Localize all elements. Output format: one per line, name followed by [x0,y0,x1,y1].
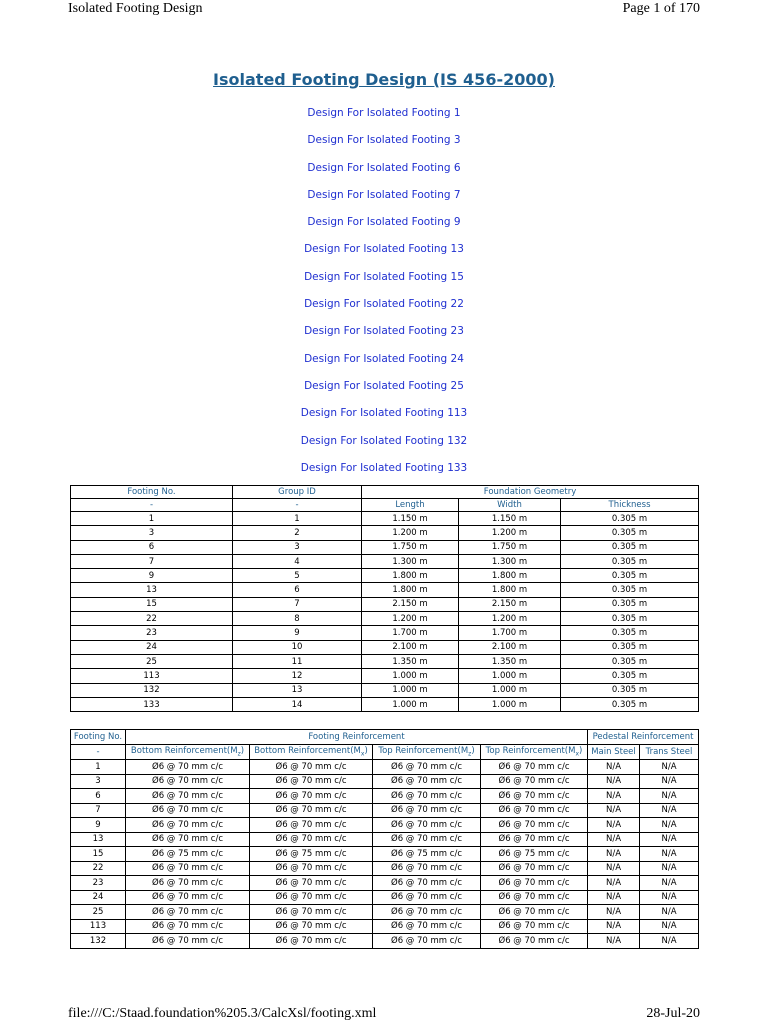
cell-footing-no: 24 [71,640,233,654]
cell-main-steel: N/A [588,832,640,847]
link-item [0,156,768,183]
cell-footing-no: 113 [71,919,126,934]
cell-footing-no: 9 [71,818,126,833]
page-header [0,0,768,22]
cell-width: 1.700 m [459,626,561,640]
cell-top-reinf-mx: Ø6 @ 70 mm c/c [481,832,588,847]
link-item [0,292,768,319]
col-header-footing-no: Footing No. [71,730,126,745]
cell-footing-no: 113 [71,669,233,683]
cell-length: 1.000 m [362,669,459,683]
cell-width: 1.000 m [459,683,561,697]
subheader-top-reinforcement-mx: Top $Reinforcement(M_x)$ [481,745,588,760]
cell-main-steel: N/A [588,905,640,920]
cell-thickness: 0.305 m [561,697,699,711]
cell-top-reinf-mx: Ø6 @ 70 mm c/c [481,774,588,789]
subheader-width: Width [459,499,561,512]
cell-top-reinf-mz: Ø6 @ 70 mm c/c [373,919,481,934]
cell-trans-steel: N/A [640,832,699,847]
page-number: Page 1 of 170 [622,1,700,16]
table-row [71,597,699,611]
table-row [71,569,699,583]
cell-bottom-reinf-mx: Ø6 @ 75 mm c/c [250,847,373,862]
cell-width: 1.750 m [459,540,561,554]
cell-bottom-reinf-mz: Ø6 @ 70 mm c/c [126,818,250,833]
cell-bottom-reinf-mz: Ø6 @ 75 mm c/c [126,847,250,862]
footing-design-link[interactable]: Design For Isolated Footing 22 [304,298,464,311]
cell-bottom-reinf-mx: Ø6 @ 70 mm c/c [250,861,373,876]
page-footer [0,1006,768,1024]
table-row [71,934,699,949]
cell-main-steel: N/A [588,760,640,775]
cell-width: 1.200 m [459,526,561,540]
subheader-thickness: Thickness [561,499,699,512]
cell-top-reinf-mz: Ø6 @ 70 mm c/c [373,876,481,891]
cell-top-reinf-mx: Ø6 @ 70 mm c/c [481,919,588,934]
cell-group-id: 10 [233,640,362,654]
table-row [71,583,699,597]
table-row [71,526,699,540]
subheader-main-steel: Main Steel [588,745,640,760]
cell-thickness: 0.305 m [561,540,699,554]
cell-footing-no: 24 [71,890,126,905]
cell-footing-no: 15 [71,597,233,611]
cell-footing-no: 1 [71,512,233,526]
cell-length: 2.100 m [362,640,459,654]
table-row [71,890,699,905]
cell-bottom-reinf-mx: Ø6 @ 70 mm c/c [250,789,373,804]
subheader-top-reinforcement-mz: Top $Reinforcement(M_z)$ [373,745,481,760]
cell-thickness: 0.305 m [561,597,699,611]
table-row [71,876,699,891]
cell-bottom-reinf-mz: Ø6 @ 70 mm c/c [126,919,250,934]
table-row [71,789,699,804]
cell-width: 1.200 m [459,612,561,626]
cell-trans-steel: N/A [640,760,699,775]
cell-group-id: 7 [233,597,362,611]
cell-bottom-reinf-mz: Ø6 @ 70 mm c/c [126,934,250,949]
cell-top-reinf-mz: Ø6 @ 70 mm c/c [373,890,481,905]
col-header-foundation-geometry: Foundation Geometry [362,486,699,499]
cell-trans-steel: N/A [640,861,699,876]
cell-width: 1.800 m [459,583,561,597]
cell-group-id: 12 [233,669,362,683]
cell-group-id: 5 [233,569,362,583]
cell-length: 1.800 m [362,583,459,597]
cell-trans-steel: N/A [640,905,699,920]
table-row [71,669,699,683]
foundation-geometry-table [70,485,699,712]
cell-length: 1.700 m [362,626,459,640]
cell-footing-no: 3 [71,526,233,540]
table-row [71,905,699,920]
cell-length: 1.200 m [362,612,459,626]
cell-footing-no: 22 [71,612,233,626]
cell-length: 1.150 m [362,512,459,526]
cell-group-id: 11 [233,654,362,668]
cell-width: 2.150 m [459,597,561,611]
cell-group-id: 9 [233,626,362,640]
footing-reinforcement-table [70,729,699,949]
cell-bottom-reinf-mz: Ø6 @ 70 mm c/c [126,905,250,920]
cell-top-reinf-mz: Ø6 @ 70 mm c/c [373,789,481,804]
table-row [71,554,699,568]
cell-length: 1.000 m [362,697,459,711]
cell-footing-no: 6 [71,540,233,554]
footing-link-list [0,101,768,483]
cell-bottom-reinf-mx: Ø6 @ 70 mm c/c [250,832,373,847]
table-row [71,861,699,876]
print-date: 28-Jul-20 [646,1006,700,1021]
subheader-length: Length [362,499,459,512]
cell-trans-steel: N/A [640,890,699,905]
col-header-group-id: Group ID [233,486,362,499]
cell-width: 1.350 m [459,654,561,668]
cell-footing-no: 6 [71,789,126,804]
cell-footing-no: 132 [71,934,126,949]
cell-footing-no: 133 [71,697,233,711]
table-row [71,919,699,934]
subheader-dash: - [71,745,126,760]
col-header-pedestal-reinforcement: Pedestal Reinforcement [588,730,699,745]
cell-top-reinf-mz: Ø6 @ 70 mm c/c [373,934,481,949]
cell-width: 1.800 m [459,569,561,583]
link-item [0,374,768,401]
cell-thickness: 0.305 m [561,669,699,683]
cell-bottom-reinf-mx: Ø6 @ 70 mm c/c [250,890,373,905]
cell-group-id: 8 [233,612,362,626]
cell-top-reinf-mx: Ø6 @ 70 mm c/c [481,876,588,891]
table-row [71,654,699,668]
footing-design-link[interactable]: Design For Isolated Footing 3 [307,134,461,147]
footing-design-link[interactable]: Design For Isolated Footing 13 [304,243,464,256]
cell-footing-no: 1 [71,760,126,775]
cell-footing-no: 7 [71,803,126,818]
cell-main-steel: N/A [588,934,640,949]
table-row [71,847,699,862]
cell-footing-no: 3 [71,774,126,789]
table-row [71,540,699,554]
cell-trans-steel: N/A [640,789,699,804]
cell-trans-steel: N/A [640,774,699,789]
table-row [71,612,699,626]
cell-length: 1.350 m [362,654,459,668]
cell-top-reinf-mz: Ø6 @ 70 mm c/c [373,803,481,818]
cell-main-steel: N/A [588,876,640,891]
cell-trans-steel: N/A [640,919,699,934]
cell-top-reinf-mz: Ø6 @ 70 mm c/c [373,818,481,833]
cell-thickness: 0.305 m [561,640,699,654]
cell-bottom-reinf-mz: Ø6 @ 70 mm c/c [126,760,250,775]
cell-thickness: 0.305 m [561,626,699,640]
footing-design-link[interactable]: Design For Isolated Footing 113 [300,407,468,420]
cell-main-steel: N/A [588,847,640,862]
cell-main-steel: N/A [588,818,640,833]
cell-bottom-reinf-mx: Ø6 @ 70 mm c/c [250,774,373,789]
cell-footing-no: 23 [71,876,126,891]
footing-design-link[interactable]: Design For Isolated Footing 24 [304,352,464,365]
cell-footing-no: 132 [71,683,233,697]
table-row [71,803,699,818]
link-item [0,429,768,456]
link-item [0,183,768,210]
cell-top-reinf-mx: Ø6 @ 70 mm c/c [481,890,588,905]
cell-top-reinf-mz: Ø6 @ 70 mm c/c [373,774,481,789]
cell-group-id: 4 [233,554,362,568]
cell-top-reinf-mz: Ø6 @ 75 mm c/c [373,847,481,862]
cell-bottom-reinf-mx: Ø6 @ 70 mm c/c [250,818,373,833]
cell-length: 1.800 m [362,569,459,583]
table-row [71,760,699,775]
cell-bottom-reinf-mx: Ø6 @ 70 mm c/c [250,934,373,949]
cell-footing-no: 23 [71,626,233,640]
cell-bottom-reinf-mx: Ø6 @ 70 mm c/c [250,803,373,818]
cell-footing-no: 13 [71,832,126,847]
cell-bottom-reinf-mz: Ø6 @ 70 mm c/c [126,774,250,789]
cell-group-id: 2 [233,526,362,540]
cell-width: 1.000 m [459,669,561,683]
link-item [0,210,768,237]
col-header-footing-no: Footing No. [71,486,233,499]
cell-footing-no: 15 [71,847,126,862]
cell-thickness: 0.305 m [561,526,699,540]
cell-bottom-reinf-mx: Ø6 @ 70 mm c/c [250,905,373,920]
cell-top-reinf-mx: Ø6 @ 70 mm c/c [481,789,588,804]
cell-top-reinf-mx: Ø6 @ 70 mm c/c [481,861,588,876]
link-item [0,237,768,264]
cell-footing-no: 13 [71,583,233,597]
cell-top-reinf-mx: Ø6 @ 70 mm c/c [481,905,588,920]
cell-trans-steel: N/A [640,818,699,833]
table-row [71,774,699,789]
cell-length: 2.150 m [362,597,459,611]
subheader-trans-steel: Trans Steel [640,745,699,760]
cell-main-steel: N/A [588,890,640,905]
footing-design-link[interactable]: Design For Isolated Footing 9 [307,216,461,229]
cell-width: 1.000 m [459,697,561,711]
cell-top-reinf-mz: Ø6 @ 70 mm c/c [373,861,481,876]
link-item [0,319,768,346]
cell-bottom-reinf-mz: Ø6 @ 70 mm c/c [126,890,250,905]
cell-top-reinf-mx: Ø6 @ 75 mm c/c [481,847,588,862]
cell-width: 2.100 m [459,640,561,654]
cell-main-steel: N/A [588,789,640,804]
subheader-bottom-reinforcement-mz: Bottom $Reinforcement(M_z)$ [126,745,250,760]
cell-width: 1.300 m [459,554,561,568]
file-path: file:///C:/Staad.foundation%205.3/CalcXsl/footing.xml [68,1006,377,1021]
cell-top-reinf-mz: Ø6 @ 70 mm c/c [373,905,481,920]
cell-bottom-reinf-mx: Ø6 @ 70 mm c/c [250,919,373,934]
cell-top-reinf-mz: Ø6 @ 70 mm c/c [373,832,481,847]
link-item [0,101,768,128]
cell-trans-steel: N/A [640,803,699,818]
cell-bottom-reinf-mz: Ø6 @ 70 mm c/c [126,803,250,818]
cell-length: 1.750 m [362,540,459,554]
cell-thickness: 0.305 m [561,612,699,626]
footing-design-link[interactable]: Design For Isolated Footing 7 [307,188,461,201]
cell-thickness: 0.305 m [561,654,699,668]
cell-bottom-reinf-mx: Ø6 @ 70 mm c/c [250,760,373,775]
table-row [71,683,699,697]
footing-design-link[interactable]: Design For Isolated Footing 23 [304,325,464,338]
footing-design-link[interactable]: Design For Isolated Footing 25 [304,379,464,392]
cell-length: 1.000 m [362,683,459,697]
cell-thickness: 0.305 m [561,583,699,597]
link-item [0,401,768,428]
cell-group-id: 14 [233,697,362,711]
link-item [0,265,768,292]
footing-design-link[interactable]: Design For Isolated Footing 133 [300,461,468,474]
cell-bottom-reinf-mz: Ø6 @ 70 mm c/c [126,861,250,876]
cell-top-reinf-mx: Ø6 @ 70 mm c/c [481,934,588,949]
table-row [71,640,699,654]
cell-thickness: 0.305 m [561,683,699,697]
cell-group-id: 3 [233,540,362,554]
cell-footing-no: 22 [71,861,126,876]
cell-length: 1.200 m [362,526,459,540]
page-title: Isolated Footing Design (IS 456-2000) [213,70,555,89]
subheader-dash: - [71,499,233,512]
table-row [71,818,699,833]
cell-group-id: 6 [233,583,362,597]
link-item [0,456,768,483]
footing-design-link[interactable]: Design For Isolated Footing 1 [307,107,461,119]
cell-trans-steel: N/A [640,876,699,891]
table-row [71,832,699,847]
cell-bottom-reinf-mz: Ø6 @ 70 mm c/c [126,832,250,847]
footing-design-link[interactable]: Design For Isolated Footing 6 [307,161,461,174]
link-item [0,347,768,374]
cell-bottom-reinf-mz: Ø6 @ 70 mm c/c [126,876,250,891]
cell-thickness: 0.305 m [561,512,699,526]
table-row [71,512,699,526]
link-item [0,128,768,155]
subheader-dash: - [233,499,362,512]
cell-bottom-reinf-mz: Ø6 @ 70 mm c/c [126,789,250,804]
cell-main-steel: N/A [588,803,640,818]
table-row [71,626,699,640]
cell-main-steel: N/A [588,861,640,876]
cell-top-reinf-mx: Ø6 @ 70 mm c/c [481,760,588,775]
cell-thickness: 0.305 m [561,569,699,583]
table-row [71,697,699,711]
cell-top-reinf-mx: Ø6 @ 70 mm c/c [481,803,588,818]
cell-length: 1.300 m [362,554,459,568]
cell-footing-no: 7 [71,554,233,568]
cell-footing-no: 25 [71,654,233,668]
cell-trans-steel: N/A [640,934,699,949]
header-title: Isolated Footing Design [68,1,203,16]
footing-design-link[interactable]: Design For Isolated Footing 15 [304,270,464,283]
cell-bottom-reinf-mx: Ø6 @ 70 mm c/c [250,876,373,891]
cell-group-id: 13 [233,683,362,697]
cell-group-id: 1 [233,512,362,526]
subheader-bottom-reinforcement-mx: Bottom $Reinforcement(M_x)$ [250,745,373,760]
cell-footing-no: 25 [71,905,126,920]
cell-main-steel: N/A [588,919,640,934]
col-header-footing-reinforcement: Footing Reinforcement [126,730,588,745]
cell-top-reinf-mz: Ø6 @ 70 mm c/c [373,760,481,775]
cell-main-steel: N/A [588,774,640,789]
cell-footing-no: 9 [71,569,233,583]
cell-width: 1.150 m [459,512,561,526]
cell-thickness: 0.305 m [561,554,699,568]
cell-trans-steel: N/A [640,847,699,862]
footing-design-link[interactable]: Design For Isolated Footing 132 [300,434,468,447]
cell-top-reinf-mx: Ø6 @ 70 mm c/c [481,818,588,833]
